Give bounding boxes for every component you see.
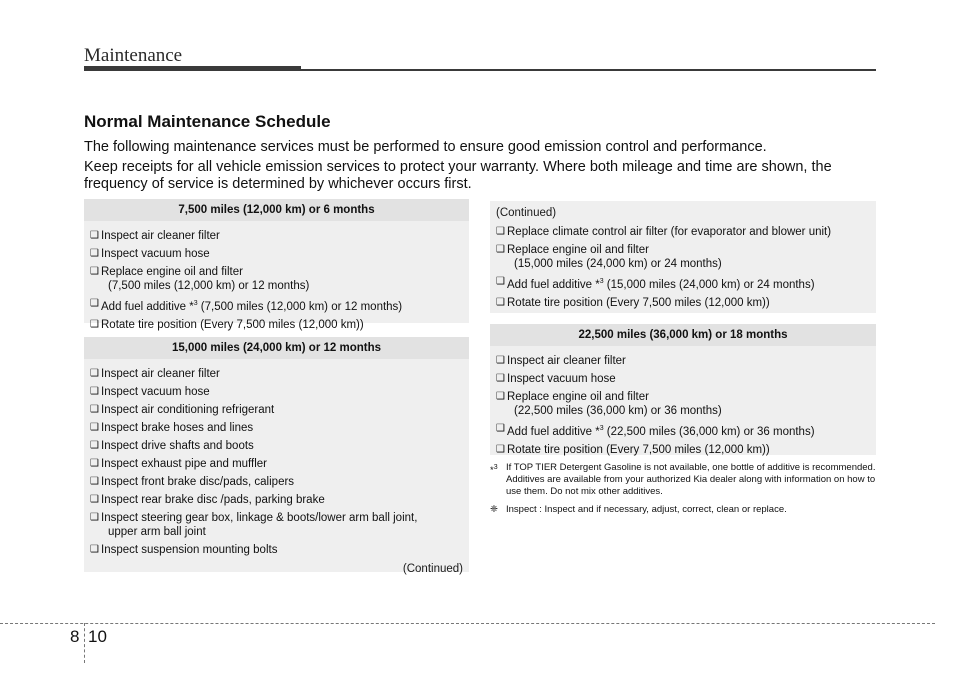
checklist-item	[90, 367, 463, 381]
checklist-item-text-cont: (7,500 miles (12,000 km) or 12 months)	[197, 300, 403, 313]
checkbox-icon: ❑	[90, 266, 99, 277]
checklist-item-text: Inspect air cleaner filter	[101, 368, 220, 380]
checklist-item	[90, 493, 463, 507]
checklist-item	[90, 543, 463, 557]
checklist-item-subtext: (15,000 miles (24,000 km) or 24 months)	[514, 258, 722, 270]
checklist-item	[496, 372, 870, 386]
footnote-superscript: 3	[599, 425, 604, 432]
checklist-item-text: Rotate tire position (Every 7,500 miles (12,000 km))	[101, 318, 364, 331]
checklist-item	[90, 511, 463, 539]
checklist-item-text: Inspect exhaust pipe and muffler	[101, 458, 268, 470]
checklist-item	[496, 390, 870, 418]
checklist-item-text: Rotate tire position (Every 7,500 miles (12,000 km))	[507, 443, 770, 456]
footer-divider	[0, 623, 935, 624]
checklist-item	[90, 475, 463, 489]
footnote-mark: *	[490, 465, 494, 477]
checklist-item-text: Inspect vacuum hose	[507, 373, 616, 385]
checklist-item	[90, 318, 463, 332]
footnote-superscript: 3	[599, 278, 604, 285]
intro-paragraph-2: Keep receipts for all vehicle emission services to protect your warranty. Where both mileage and time are shown, the frequency of service is determined by whichever occurs first.	[84, 159, 832, 192]
checkbox-icon: ❑	[496, 443, 505, 455]
checkbox-icon: ❑	[496, 276, 505, 287]
checklist-item-text: Inspect drive shafts and boots	[101, 440, 254, 452]
checklist-item-content	[101, 367, 463, 381]
checklist-item-text: Rotate tire position (Every 7,500 miles (12,000 km))	[507, 296, 770, 309]
checklist-item-text: Replace engine oil and filter	[507, 244, 649, 256]
checklist-item-content	[101, 421, 463, 435]
checklist-item-content	[507, 390, 870, 418]
checklist-item	[496, 354, 870, 368]
checklist-item-text: Replace engine oil and filter	[101, 266, 243, 278]
checklist-item	[496, 422, 870, 439]
checklist-item-text: Inspect air conditioning refrigerant	[101, 404, 275, 416]
checkbox-icon: ❑	[90, 404, 99, 415]
checkbox-icon: ❑	[90, 318, 99, 330]
checklist-item	[90, 403, 463, 417]
checklist-item	[496, 275, 870, 292]
checklist-item-text: Inspect vacuum hose	[101, 248, 210, 260]
checklist-item	[90, 421, 463, 435]
checklist-item	[496, 225, 870, 239]
header-bar	[84, 66, 301, 71]
checkbox-icon: ❑	[90, 476, 99, 487]
checklist-item-content	[507, 243, 870, 271]
checklist-item-text: Replace engine oil and filter	[507, 391, 649, 403]
continued-label: (Continued)	[402, 563, 463, 575]
checklist-item-content	[507, 275, 870, 292]
checklist-item-content	[101, 385, 463, 399]
checkbox-icon: ❑	[90, 544, 99, 555]
checklist-item-text: Inspect vacuum hose	[101, 386, 210, 398]
checkbox-icon: ❑	[90, 230, 99, 241]
checklist-item-content	[101, 229, 463, 243]
checklist-item	[90, 385, 463, 399]
schedule-box-title: 7,500 miles (12,000 km) or 6 months	[84, 199, 469, 221]
schedule-box-22500	[490, 324, 876, 455]
footnote-mark: ❈	[490, 504, 498, 515]
checklist-item-content	[101, 511, 463, 539]
checkbox-icon: ❑	[496, 226, 505, 237]
checklist-item	[90, 265, 463, 293]
footnote-additive	[490, 462, 880, 498]
checkbox-icon: ❑	[90, 512, 99, 523]
checklist-item	[496, 296, 870, 310]
checkbox-icon: ❑	[90, 248, 99, 259]
checkbox-icon: ❑	[90, 458, 99, 469]
schedule-box-items	[84, 359, 469, 579]
checklist-item-subtext: (7,500 miles (12,000 km) or 12 months)	[108, 280, 310, 292]
checklist-item-content	[101, 403, 463, 417]
continued-label: (Continued)	[496, 207, 557, 219]
checklist-item-content	[101, 247, 463, 261]
checklist-item-content	[507, 372, 870, 386]
checklist-item-text: Replace climate control air filter (for evaporator and blower unit)	[507, 226, 832, 238]
checklist-item	[90, 297, 463, 314]
checkbox-icon: ❑	[90, 368, 99, 379]
checklist-item	[90, 229, 463, 243]
checklist-item-content	[101, 493, 463, 507]
checklist-item-text: Inspect brake hoses and lines	[101, 422, 254, 434]
footnote-superscript: 3	[493, 464, 498, 471]
checkbox-icon: ❑	[496, 391, 505, 402]
checkbox-icon: ❑	[496, 244, 505, 255]
checklist-item-subtext: (22,500 miles (36,000 km) or 36 months)	[514, 405, 722, 417]
checklist-item-content	[507, 422, 870, 439]
footnote-text: If TOP TIER Detergent Gasoline is not available, one bottle of additive is recommended. Additives are available from your authorized Kia dealer along with information on how to use them. Do not mix other additives.	[506, 462, 876, 497]
checklist-item	[90, 247, 463, 261]
checklist-item-content	[101, 318, 463, 332]
page-number: 10	[88, 627, 107, 646]
checklist-item-content	[507, 225, 870, 239]
footnote-superscript: 3	[193, 300, 198, 307]
checkbox-icon: ❑	[496, 423, 505, 434]
schedule-box-15000-continued	[490, 201, 876, 313]
checklist-item-text-cont: (22,500 miles (36,000 km) or 36 months)	[603, 425, 815, 438]
checklist-item	[496, 243, 870, 271]
checklist-item-content	[101, 297, 463, 314]
checkbox-icon: ❑	[90, 422, 99, 433]
footnotes	[490, 462, 880, 522]
checklist-item-subtext: upper arm ball joint	[108, 526, 206, 538]
checklist-item-content	[507, 443, 870, 457]
checklist-item-content	[101, 439, 463, 453]
checklist-item	[90, 439, 463, 453]
checklist-item-content	[507, 296, 870, 310]
schedule-box-items	[490, 346, 876, 465]
checklist-item-text: Add fuel additive *	[507, 425, 600, 438]
checkbox-icon: ❑	[90, 494, 99, 505]
footnote-inspect	[490, 504, 880, 516]
checklist-item-text: Inspect air cleaner filter	[507, 355, 626, 367]
checklist-item-text: Inspect front brake disc/pads, calipers	[101, 476, 295, 488]
checklist-item-content	[101, 543, 463, 557]
checklist-item-content	[101, 457, 463, 471]
header-title: Maintenance	[84, 45, 183, 66]
checklist-item-text: Inspect air cleaner filter	[101, 230, 220, 242]
checkbox-icon: ❑	[496, 373, 505, 384]
checklist-item-text: Add fuel additive *	[507, 278, 600, 291]
checklist-item-content	[101, 265, 463, 293]
checkbox-icon: ❑	[496, 355, 505, 366]
checklist-item	[496, 443, 870, 457]
footer-page-separator	[84, 623, 85, 663]
checklist-item-text-cont: (15,000 miles (24,000 km) or 24 months)	[603, 278, 815, 291]
chapter-number: 8	[70, 627, 80, 646]
checklist-item-text: Inspect rear brake disc /pads, parking brake	[101, 494, 325, 506]
checklist-item-content	[507, 354, 870, 368]
schedule-box-title: 22,500 miles (36,000 km) or 18 months	[490, 324, 876, 346]
header-rule	[301, 69, 876, 71]
schedule-box-items	[84, 221, 469, 340]
checkbox-icon: ❑	[90, 298, 99, 309]
section-title: Normal Maintenance Schedule	[84, 112, 331, 131]
checkbox-icon: ❑	[90, 386, 99, 397]
checklist-item-text: Add fuel additive *	[101, 300, 194, 313]
checklist-item-text: Inspect suspension mounting bolts	[101, 544, 278, 556]
checklist-item	[90, 457, 463, 471]
checkbox-icon: ❑	[90, 440, 99, 451]
checklist-item-content	[101, 475, 463, 489]
checkbox-icon: ❑	[496, 296, 505, 308]
checklist-item-text: Inspect steering gear box, linkage & boots/lower arm ball joint,	[101, 512, 418, 524]
schedule-box-7500	[84, 199, 469, 331]
schedule-box-15000	[84, 337, 469, 575]
schedule-box-items	[490, 201, 876, 318]
intro-paragraph-1: The following maintenance services must be performed to ensure good emission control and performance.	[84, 139, 767, 155]
schedule-box-title: 15,000 miles (24,000 km) or 12 months	[84, 337, 469, 359]
footnote-text: Inspect : Inspect and if necessary, adjust, correct, clean or replace.	[506, 504, 787, 515]
